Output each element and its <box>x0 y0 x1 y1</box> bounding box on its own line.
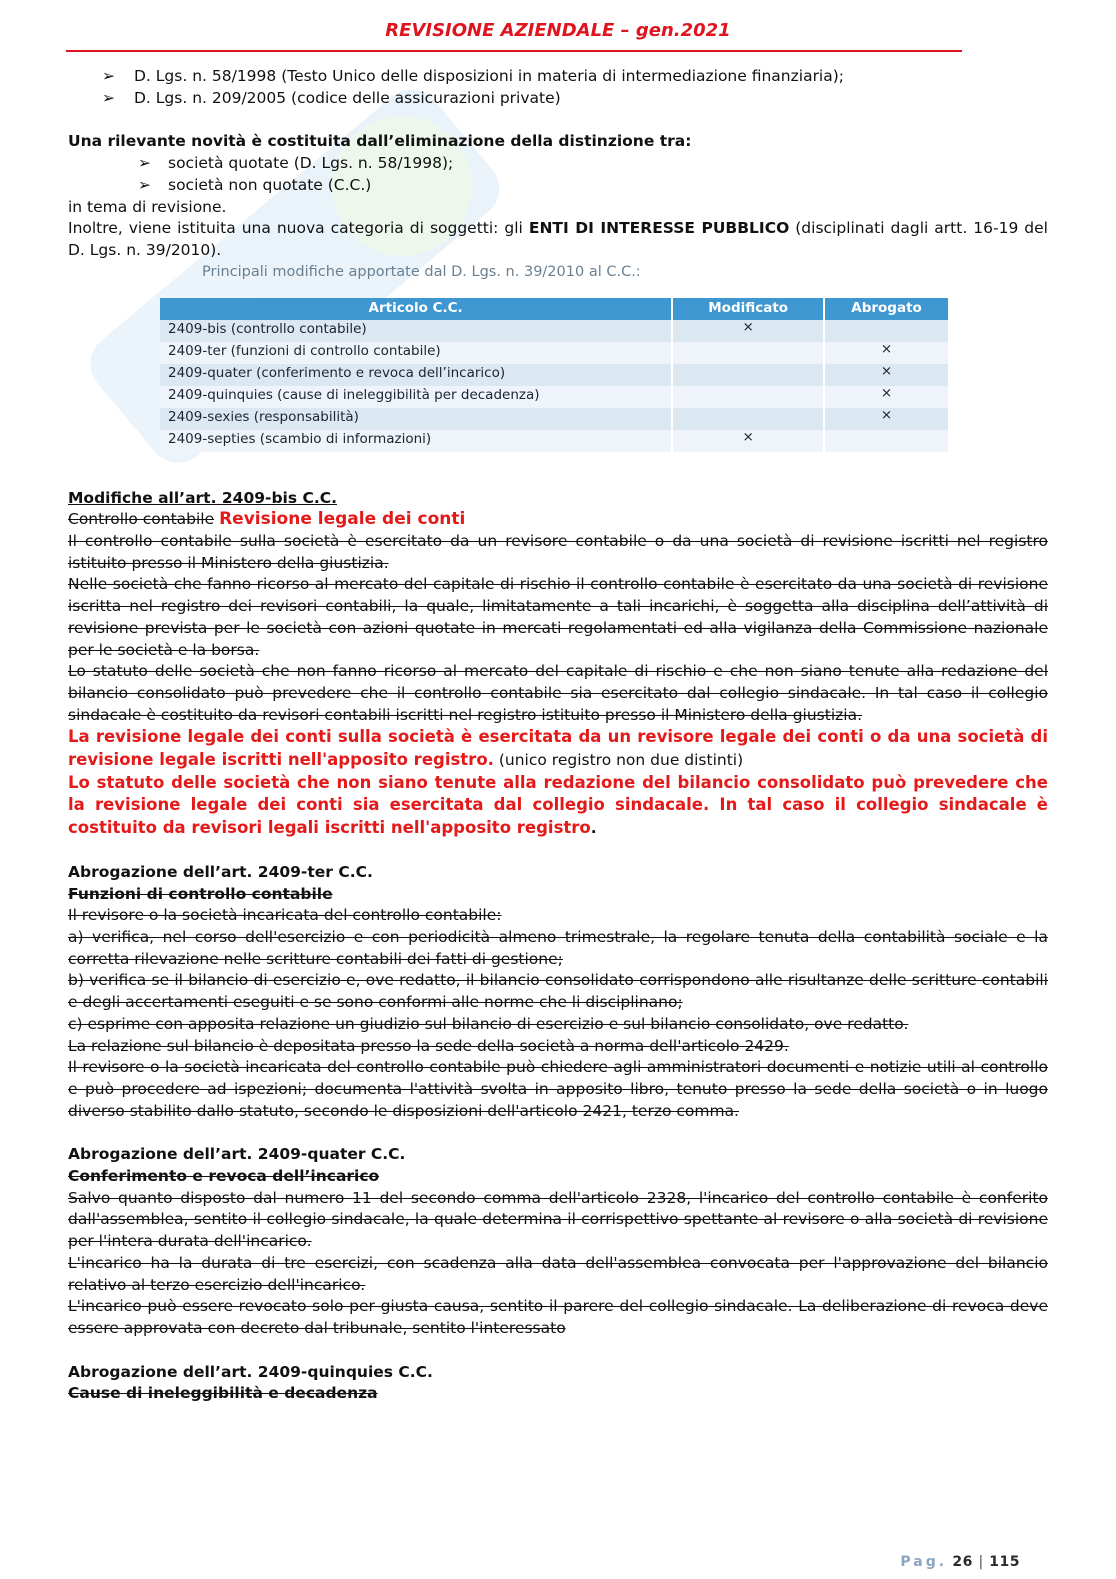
table-row: 2409-septies (scambio di informazioni) × <box>160 430 948 452</box>
page-label: Pag. <box>900 1554 948 1570</box>
novita-list <box>68 153 1048 196</box>
quater-line: L'incarico ha la durata di tre esercizi, con scadenza alla data dell'assemblea convocata per l'approvazione del bilancio relativo al terzo esercizio dell'incarico. <box>68 1253 1048 1294</box>
quater-line: Salvo quanto disposto dal numero 11 del secondo comma dell'articolo 2328, l'incarico del controllo contabile è conferito dall'assemblea, sentito il collegio sindacale, la quale determina il corrispettivo spettante al revisore o alla società di revisione per l'intera durata dell'incarico. <box>68 1188 1048 1251</box>
enti-paragraph: Inoltre, viene istituita una nuova categoria di soggetti: gli ENTI DI INTERESSE PUBBLICO (disciplinati dagli artt. 16-19 del D. Lgs. n. 39/2010). <box>68 219 1048 259</box>
ter-title: Funzioni di controllo contabile <box>68 884 333 903</box>
table-row: 2409-ter (funzioni di controllo contabile) × <box>160 342 948 364</box>
ter-line: b) verifica se il bilancio di esercizio e, ove redatto, il bilancio consolidato corrispondono alle risultanze delle scritture contabili e degli accertamenti eseguiti e se sono conformi alle norme che li disciplinano; <box>68 971 1048 1012</box>
bis-new-paragraph-2: Lo statuto delle società che non siano tenute alla redazione del bilancio consolidato può prevedere che la revisione legale dei conti sia esercitata dal collegio sindacale. In tal caso il collegio sindacale è costituito da revisori legali iscritti nell'apposito registro. <box>68 772 1048 838</box>
arrow-bullet-icon: ➢ <box>138 175 151 194</box>
ter-line: Il revisore o la società incaricata del controllo contabile può chiedere agli amministratori documenti e notizie utili al controllo e può procedere ad ispezioni; documenta l'attività svolta in apposito libro, tenuto presso la sede della società o in luogo diverso stabilito dallo statuto, secondo le disposizioni dell'articolo 2421, terzo comma. <box>68 1058 1048 1120</box>
bis-old-paragraph-3: Lo statuto delle società che non fanno ricorso al mercato del capitale di rischio e che non siano tenute alla redazione del bilancio consolidato può prevedere che il controllo contabile sia esercitato dal collegio sindacale. In tal caso il collegio sindacale è costituito da revisori contabili iscritti nel registro istituito presso il Ministero della giustizia. <box>68 662 1048 724</box>
arrow-bullet-icon: ➢ <box>102 67 115 85</box>
arrow-bullet-icon: ➢ <box>138 154 151 173</box>
quater-line: L'incarico può essere revocato solo per giusta causa, sentito il parere del collegio sindacale. La deliberazione di revoca deve essere approvata con decreto dal tribunale, sentito l'interessato <box>68 1297 1048 1337</box>
modifiche-table <box>160 298 948 452</box>
bis-old-paragraph-1: Il controllo contabile sulla società è esercitato da un revisore contabile o da una società di revisione iscritti nel registro istituito presso il Ministero della giustizia. <box>68 532 1048 572</box>
check-mark-icon: × <box>824 408 948 430</box>
list-item: ➢ società non quotate (C.C.) <box>68 175 1048 197</box>
table-caption: Principali modifiche apportate dal D. Lgs. n. 39/2010 al C.C.: <box>202 263 641 280</box>
arrow-bullet-icon: ➢ <box>102 88 115 107</box>
bis-old-paragraph-2: Nelle società che fanno ricorso al mercato del capitale di rischio il controllo contabile è esercitato da una società di revisione iscritta nel registro dei revisori contabili, la quale, limitatamente a tali incarichi, è soggetta alla disciplina dell’attività di revisione prevista per le società con azioni quotate in mercati regolamentati ed alla vigilanza della Commissione nazionale per le società e la borsa. <box>68 575 1048 659</box>
page-footer <box>900 1552 1020 1574</box>
ter-line: a) verifica, nel corso dell'esercizio e con periodicità almeno trimestrale, la regolare tenuta della contabilità sociale e la corretta rilevazione nelle scritture contabili dei fatti di gestione; <box>68 927 1048 968</box>
column-header-abrogato: Abrogato <box>824 298 948 320</box>
list-item: ➢ D. Lgs. n. 209/2005 (codice delle assicurazioni private) <box>68 88 1048 110</box>
table-row: 2409-quater (conferimento e revoca dell’incarico) × <box>160 364 948 386</box>
table-row: 2409-sexies (responsabilità) × <box>160 408 948 430</box>
ter-line: c) esprime con apposita relazione un giudizio sul bilancio di esercizio e sul bilancio consolidato, ove redatto. <box>68 1014 909 1033</box>
quinquies-heading: Abrogazione dell’art. 2409-quinquies C.C. <box>68 1362 433 1381</box>
list-item: ➢ società quotate (D. Lgs. n. 58/1998); <box>68 153 1048 175</box>
page-separator: | <box>978 1554 984 1570</box>
header-divider <box>66 50 962 52</box>
modifiche-table-figure <box>160 262 952 458</box>
page-content <box>68 66 1048 1405</box>
page-total: 115 <box>989 1554 1020 1570</box>
quater-heading: Abrogazione dell’art. 2409-quater C.C. <box>68 1145 406 1164</box>
check-mark-icon: × <box>672 320 824 342</box>
check-mark-icon: × <box>824 342 948 364</box>
novita-heading: Una rilevante novità è costituita dall’eliminazione della distinzione tra: <box>68 132 692 151</box>
check-mark-icon: × <box>672 430 824 452</box>
ter-line: Il revisore o la società incaricata del controllo contabile: <box>68 906 502 925</box>
bis-new-paragraph-1: La revisione legale dei conti sulla società è esercitata da un revisore legale dei conti o da una società di revisione legale iscritti nell'apposito registro. (unico registro non due distinti) <box>68 727 1048 770</box>
list-item: ➢ D. Lgs. n. 58/1998 (Testo Unico delle disposizioni in materia di intermediazione finanziaria); <box>68 66 1048 88</box>
document-header-title: REVISIONE AZIENDALE – gen.2021 <box>385 20 731 41</box>
ter-line: La relazione sul bilancio è depositata presso la sede della società a norma dell'articolo 2429. <box>68 1036 789 1055</box>
bis-heading: Modifiche all’art. 2409-bis C.C. <box>68 488 338 507</box>
novita-tail: in tema di revisione. <box>68 197 227 216</box>
check-mark-icon: × <box>824 364 948 386</box>
ter-heading: Abrogazione dell’art. 2409-ter C.C. <box>68 862 373 881</box>
intro-list <box>68 66 1048 109</box>
bis-title: Controllo contabile Revisione legale dei conti <box>68 509 466 530</box>
check-mark-icon: × <box>824 386 948 408</box>
quinquies-title: Cause di ineleggibilità e decadenza <box>68 1384 378 1403</box>
table-row: 2409-quinquies (cause di ineleggibilità per decadenza) × <box>160 386 948 408</box>
column-header-articolo: Articolo C.C. <box>160 298 672 320</box>
page-number: 26 <box>952 1554 973 1570</box>
table-row: 2409-bis (controllo contabile) × <box>160 320 948 342</box>
quater-title: Conferimento e revoca dell’incarico <box>68 1167 380 1186</box>
column-header-modificato: Modificato <box>672 298 824 320</box>
